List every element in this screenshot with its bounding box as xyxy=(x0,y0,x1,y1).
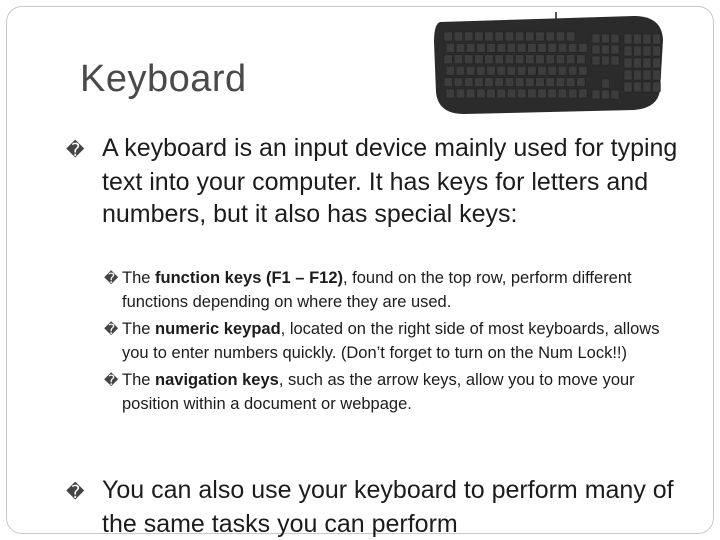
key xyxy=(495,55,504,64)
key xyxy=(602,56,610,65)
key xyxy=(643,70,651,80)
key xyxy=(568,66,577,75)
key xyxy=(536,32,545,41)
key xyxy=(546,78,555,87)
key xyxy=(579,89,588,98)
key xyxy=(517,66,526,75)
key xyxy=(477,43,486,52)
key xyxy=(568,43,577,52)
sub-bullet-prefix: The xyxy=(122,320,156,338)
sub-bullet-prefix: The xyxy=(122,371,156,389)
key xyxy=(536,78,545,87)
key xyxy=(505,55,514,64)
special-keys-list xyxy=(104,266,664,419)
key xyxy=(653,58,661,68)
sub-bullet-suffix: , found on the top row, perform different functions depending on where they are used. xyxy=(122,269,632,311)
key xyxy=(528,66,537,75)
key xyxy=(611,90,619,99)
bullet-marker: � xyxy=(66,482,85,502)
key xyxy=(592,90,600,99)
key xyxy=(579,66,588,75)
key xyxy=(507,43,516,52)
key xyxy=(548,43,557,52)
bullet-keyboard-tasks xyxy=(66,474,702,540)
key xyxy=(517,89,526,98)
key xyxy=(546,32,555,41)
key xyxy=(643,58,651,68)
key xyxy=(611,34,619,43)
key xyxy=(505,32,514,41)
key xyxy=(602,79,610,88)
bullet-keyboard-description xyxy=(66,132,692,230)
key xyxy=(538,89,547,98)
key xyxy=(477,89,486,98)
key xyxy=(653,34,661,44)
key xyxy=(602,90,610,99)
key xyxy=(485,32,494,41)
key xyxy=(505,78,514,87)
key xyxy=(444,32,453,41)
sub-bullet-function-keys xyxy=(104,266,664,314)
key xyxy=(643,34,651,44)
key xyxy=(556,78,565,87)
key xyxy=(602,34,610,43)
key xyxy=(548,89,557,98)
key xyxy=(624,46,632,56)
key xyxy=(634,34,642,44)
slide-title: Keyboard xyxy=(80,58,247,100)
key xyxy=(485,78,494,87)
key xyxy=(548,66,557,75)
key xyxy=(526,32,535,41)
key xyxy=(643,46,651,56)
key xyxy=(528,43,537,52)
key xyxy=(456,66,465,75)
key xyxy=(487,66,496,75)
key xyxy=(592,34,600,43)
key xyxy=(577,78,586,87)
key xyxy=(456,43,465,52)
key xyxy=(526,55,535,64)
key xyxy=(507,89,516,98)
key xyxy=(624,82,632,92)
key xyxy=(558,66,567,75)
key xyxy=(653,82,661,92)
key xyxy=(466,89,475,98)
key xyxy=(444,78,453,87)
key xyxy=(566,32,575,41)
key xyxy=(566,55,575,64)
sub-bullet-bold: function keys (F1 – F12) xyxy=(155,269,343,287)
key xyxy=(497,43,506,52)
key xyxy=(611,45,619,54)
key xyxy=(611,56,619,65)
key xyxy=(454,32,463,41)
key xyxy=(546,55,555,64)
key xyxy=(477,66,486,75)
key xyxy=(475,32,484,41)
sub-bullet-bold: navigation keys xyxy=(155,371,279,389)
key xyxy=(624,34,632,44)
key xyxy=(466,43,475,52)
key xyxy=(507,66,516,75)
key xyxy=(475,55,484,64)
key xyxy=(475,78,484,87)
key xyxy=(624,70,632,80)
key xyxy=(653,46,661,56)
key xyxy=(566,78,575,87)
sub-bullet-numeric-keypad xyxy=(104,317,664,365)
key xyxy=(517,43,526,52)
key xyxy=(643,82,651,92)
bullet-marker: � xyxy=(104,372,119,388)
key xyxy=(495,32,504,41)
key xyxy=(556,55,565,64)
key xyxy=(515,55,524,64)
key xyxy=(602,45,610,54)
key xyxy=(464,78,473,87)
key xyxy=(487,89,496,98)
key xyxy=(456,89,465,98)
key xyxy=(497,66,506,75)
key xyxy=(653,70,661,80)
key xyxy=(634,70,642,80)
key xyxy=(495,78,504,87)
key xyxy=(568,89,577,98)
sub-bullet-bold: numeric keypad xyxy=(155,320,281,338)
key xyxy=(579,43,588,52)
bullet-text: You can also use your keyboard to perform many of the same tasks you can perform xyxy=(102,476,674,538)
bullet-marker: � xyxy=(104,270,119,286)
key xyxy=(556,32,565,41)
key xyxy=(526,78,535,87)
bullet-text: A keyboard is an input device mainly used for typing text into your computer. It has keys for letters and numbers, but it also has special keys: xyxy=(102,134,678,228)
key xyxy=(558,89,567,98)
key xyxy=(592,45,600,54)
key xyxy=(558,43,567,52)
key xyxy=(515,78,524,87)
key xyxy=(444,55,453,64)
key xyxy=(446,43,455,52)
key xyxy=(446,66,455,75)
key xyxy=(464,32,473,41)
key xyxy=(536,55,545,64)
keyboard-icon xyxy=(434,12,664,114)
key xyxy=(538,66,547,75)
sub-bullet-suffix: , located on the right side of most keyboards, allows you to enter numbers quickly. (Don’t forget to turn on the Num Lock!!) xyxy=(122,320,660,362)
bullet-marker: � xyxy=(104,321,119,337)
key xyxy=(538,43,547,52)
key xyxy=(515,32,524,41)
key xyxy=(592,56,600,65)
key xyxy=(528,89,537,98)
key xyxy=(624,58,632,68)
key xyxy=(634,46,642,56)
key xyxy=(577,55,586,64)
key xyxy=(485,55,494,64)
key xyxy=(464,55,473,64)
key xyxy=(446,89,455,98)
key xyxy=(487,43,496,52)
sub-bullet-suffix: , such as the arrow keys, allow you to move your position within a document or webpage. xyxy=(122,371,635,413)
bullet-marker: � xyxy=(66,140,85,160)
key xyxy=(634,82,642,92)
key xyxy=(454,55,463,64)
sub-bullet-prefix: The xyxy=(122,269,156,287)
key xyxy=(497,89,506,98)
key xyxy=(454,78,463,87)
key xyxy=(634,58,642,68)
sub-bullet-navigation-keys xyxy=(104,368,664,416)
key xyxy=(466,66,475,75)
